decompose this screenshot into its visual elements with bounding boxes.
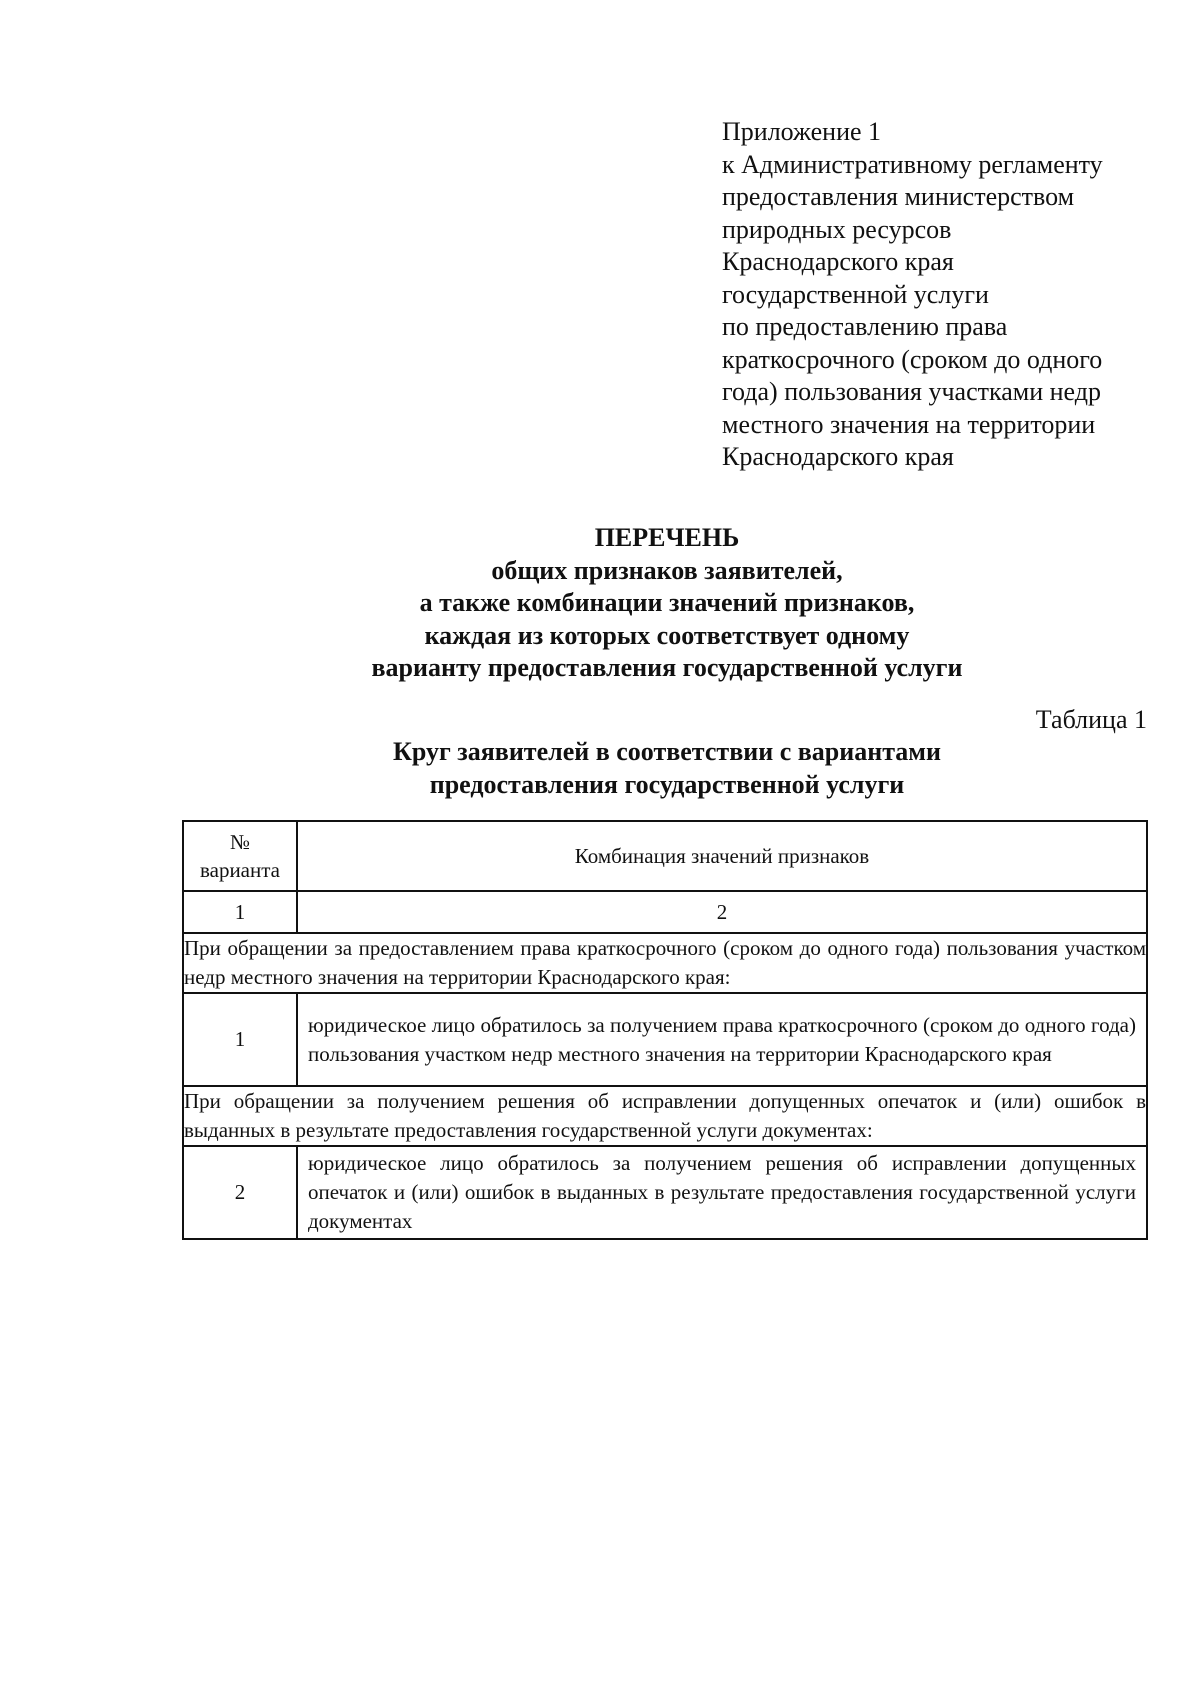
- column-index: 1: [183, 891, 297, 933]
- column-index: 2: [297, 891, 1147, 933]
- annex-line: Краснодарского края: [722, 442, 954, 471]
- header-num-label: варианта: [199, 858, 280, 882]
- table-caption: [0, 736, 1200, 801]
- title-line: а также комбинации значений признаков,: [419, 588, 915, 617]
- annex-line: природных ресурсов: [722, 214, 952, 244]
- annex-line: краткосрочного (сроком до одного: [722, 344, 1103, 374]
- variant-number: 1: [183, 993, 297, 1086]
- group-heading-row: [183, 933, 1147, 993]
- variants-table: [182, 820, 1148, 1240]
- annex-line: государственной услуги: [722, 279, 989, 309]
- header-variant-number: [183, 821, 297, 891]
- title-line: каждая из которых соответствует одному: [424, 620, 910, 650]
- variant-description: юридическое лицо обратилось за получением решения об исправлении допущенных опечаток и (или) ошибок в выданных в результате предоставления государственной услуги документах: [297, 1146, 1147, 1239]
- column-index-row: [183, 891, 1147, 933]
- header-combination: Комбинация значений признаков: [297, 821, 1147, 891]
- caption-line: предоставления государственной услуги: [429, 769, 905, 799]
- group-heading: При обращении за предоставлением права краткосрочного (сроком до одного года) пользования участком недр местного значения на территории Краснодарского края:: [183, 933, 1147, 993]
- variant-row: [183, 1146, 1147, 1239]
- annex-line: местного значения на территории: [722, 409, 1096, 439]
- title-line: общих признаков заявителей,: [491, 555, 843, 585]
- table-label: Таблица 1: [1035, 705, 1147, 734]
- header-num-symbol: №: [229, 830, 251, 854]
- group-heading: При обращении за получением решения об исправлении допущенных опечаток и (или) ошибок в выданных в результате предоставления государственной услуги документах:: [183, 1086, 1147, 1146]
- document-title: [0, 522, 1200, 685]
- annex-line: года) пользования участками недр: [722, 377, 1101, 406]
- group-heading-row: [183, 1086, 1147, 1146]
- title-line: варианту предоставления государственной услуги: [371, 653, 963, 682]
- caption-line: Круг заявителей в соответствии с вариантами: [392, 737, 941, 766]
- title-line: ПЕРЕЧЕНЬ: [594, 523, 740, 552]
- variant-row: [183, 993, 1147, 1086]
- annex-line: к Административному регламенту: [722, 149, 1103, 179]
- variant-number: 2: [183, 1146, 297, 1239]
- annex-line: по предоставлению права: [722, 312, 1008, 341]
- annex-line: Приложение 1: [722, 117, 882, 146]
- table-header-row: [183, 821, 1147, 891]
- variant-description: юридическое лицо обратилось за получением права краткосрочного (сроком до одного года) пользования участком недр местного значения на территории Краснодарского края: [297, 993, 1147, 1086]
- annex-line: предоставления министерством: [722, 182, 1075, 211]
- annex-block: [722, 116, 1192, 474]
- annex-line: Краснодарского края: [722, 247, 954, 276]
